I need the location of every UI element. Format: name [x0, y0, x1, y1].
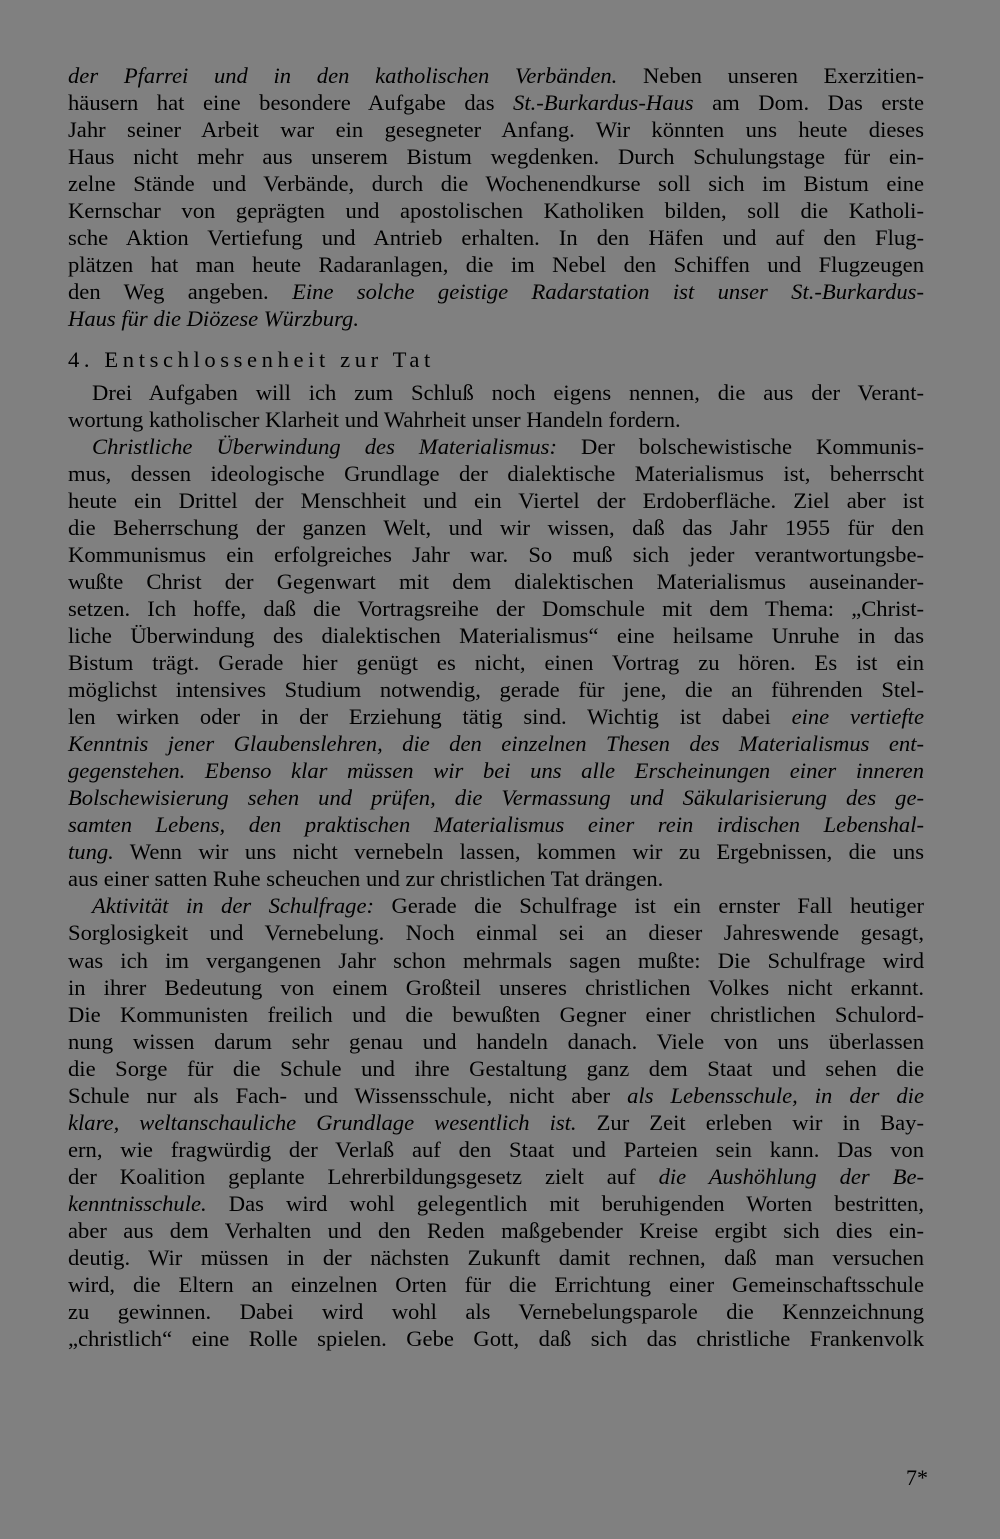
- text-line: [68, 305, 924, 332]
- text-line: [68, 1298, 924, 1325]
- text-segment: Haus nicht mehr aus unserem Bistum wegdenken. Durch Schulungstage für ein-: [68, 144, 924, 170]
- text-line: [68, 487, 924, 514]
- text-segment: zelne Stände und Verbände, durch die Wochenendkurse soll sich im Bistum eine: [68, 171, 924, 197]
- text-line: [68, 865, 924, 892]
- text-segment: Zur Zeit erleben wir in Bay-: [576, 1109, 924, 1135]
- text-segment: Jahr seiner Arbeit war ein gesegneter Anfang. Wir könnten uns heute dieses: [68, 117, 924, 143]
- text-line: [68, 1244, 924, 1271]
- text-line: [68, 649, 924, 676]
- text-line: [68, 1136, 924, 1163]
- italic-segment: Haus für die Diözese Würzburg.: [68, 306, 359, 332]
- text-line: [68, 514, 924, 541]
- italic-segment: klare, weltanschauliche Grundlage wesentlich ist.: [68, 1109, 577, 1135]
- italic-segment: die Aushöhlung der Be-: [658, 1163, 925, 1189]
- text-line: [68, 460, 924, 487]
- text-segment: Neben unseren Exerzitien-: [617, 63, 924, 88]
- text-segment: der Koalition geplante Lehrerbildungsgesetz zielt auf: [68, 1163, 659, 1189]
- text-segment: Bistum trägt. Gerade hier genügt es nicht, einen Vortrag zu hören. Es ist ein: [68, 649, 924, 675]
- text-segment: Kernschar von geprägten und apostolischen Katholiken bilden, soll die Katholi-: [68, 198, 924, 224]
- text-line: [68, 433, 924, 460]
- text-segment: nung wissen darum sehr genau und handeln danach. Viele von uns überlassen: [68, 1028, 924, 1054]
- section-body: [68, 379, 924, 1353]
- text-line: [68, 1325, 924, 1352]
- text-line: [68, 1163, 924, 1190]
- text-line: [68, 143, 924, 170]
- page-body: [68, 62, 924, 1352]
- text-segment: möglichst intensives Studium notwendig, gerade für jene, die an führenden Stel-: [68, 677, 924, 703]
- text-segment: aus einer satten Ruhe scheuchen und zur christlichen Tat drängen.: [68, 866, 664, 892]
- text-line: [68, 784, 924, 811]
- text-line: [68, 224, 924, 251]
- text-segment: mus, dessen ideologische Grundlage der dialektische Materialismus ist, beherrscht: [68, 460, 924, 486]
- text-line: [68, 811, 924, 838]
- text-segment: plätzen hat man heute Radaranlagen, die im Nebel den Schiffen und Flugzeugen: [68, 252, 924, 278]
- text-segment: wußte Christ der Gegenwart mit dem dialektischen Materialismus auseinander-: [68, 568, 924, 594]
- text-segment: Drei Aufgaben will ich zum Schluß noch eigens nennen, die aus der Verant-: [92, 379, 924, 405]
- text-line: [68, 1082, 924, 1109]
- text-line: [68, 947, 924, 974]
- text-line: [68, 595, 924, 622]
- text-segment: setzen. Ich hoffe, daß die Vortragsreihe der Domschule mit dem Thema: „Christ-: [68, 595, 924, 621]
- text-line: [68, 197, 924, 224]
- text-line: [68, 676, 924, 703]
- text-line: [68, 1055, 924, 1082]
- text-segment: heute ein Drittel der Menschheit und ein Viertel der Erdoberfläche. Ziel aber ist: [68, 487, 924, 513]
- italic-segment: eine vertiefte: [791, 704, 924, 730]
- text-line: [68, 838, 924, 865]
- text-line: [68, 1001, 924, 1028]
- text-line: [68, 116, 924, 143]
- text-line: [68, 622, 924, 649]
- text-segment: die Sorge für die Schule und ihre Gestaltung ganz dem Staat und sehen die: [68, 1055, 924, 1081]
- italic-segment: Eine solche geistige Radarstation ist unser St.-Burkardus-: [292, 279, 925, 305]
- text-segment: Das wird wohl gelegentlich mit beruhigenden Worten bestritten,: [206, 1190, 924, 1216]
- text-segment: aber aus dem Verhalten und den Reden maßgebender Kreise ergibt sich dies ein-: [68, 1217, 924, 1243]
- text-line: [68, 170, 924, 197]
- text-line: [68, 568, 924, 595]
- italic-segment: Christliche Überwindung des Materialismus:: [92, 433, 557, 459]
- text-line: [68, 974, 924, 1001]
- text-line: [68, 757, 924, 784]
- text-line: [68, 1271, 924, 1298]
- text-line: [68, 703, 924, 730]
- text-segment: Schule nur als Fach- und Wissensschule, nicht aber: [68, 1082, 628, 1108]
- text-segment: was ich im vergangenen Jahr schon mehrmals sagen mußte: Die Schulfrage wird: [68, 947, 924, 973]
- text-segment: len wirken oder in der Erziehung tätig sind. Wichtig ist dabei: [68, 704, 792, 730]
- text-segment: Wenn wir uns nicht vernebeln lassen, kommen wir zu Ergebnissen, die uns: [113, 839, 924, 865]
- paragraph-burkardus-haus: [68, 62, 924, 332]
- text-segment: „christlich“ eine Rolle spielen. Gebe Gott, daß sich das christliche Frankenvolk: [68, 1326, 924, 1352]
- text-segment: wortung katholischer Klarheit und Wahrheit unser Handeln fordern.: [68, 406, 681, 432]
- italic-segment: Bolschewisierung sehen und prüfen, die Vermassung und Säkularisierung des ge-: [68, 785, 924, 811]
- italic-segment: Aktivität in der Schulfrage:: [92, 893, 375, 919]
- text-segment: sche Aktion Vertiefung und Antrieb erhalten. In den Häfen und auf den Flug-: [68, 225, 924, 251]
- italic-segment: kenntnisschule.: [68, 1190, 207, 1216]
- text-segment: Der bolschewistische Kommunis-: [556, 433, 924, 459]
- italic-segment: Kenntnis jener Glaubenslehren, die den einzelnen Thesen des Materialismus ent-: [68, 731, 924, 757]
- text-segment: die Beherrschung der ganzen Welt, und wir wissen, daß das Jahr 1955 für den: [68, 514, 924, 540]
- text-segment: den Weg angeben.: [68, 279, 293, 305]
- page-number: 7*: [906, 1465, 928, 1490]
- text-line: [68, 1028, 924, 1055]
- text-line: [68, 251, 924, 278]
- italic-segment: der Pfarrei und in den katholischen Verbänden.: [68, 63, 618, 88]
- text-line: [68, 541, 924, 568]
- italic-segment: tung.: [68, 839, 114, 865]
- text-line: [68, 1217, 924, 1244]
- italic-segment: samten Lebens, den praktischen Materialismus einer rein irdischen Lebenshal-: [68, 812, 924, 838]
- text-segment: zu gewinnen. Dabei wird wohl als Vernebelungsparole die Kennzeichnung: [68, 1299, 924, 1325]
- italic-segment: als Lebensschule, in der die: [627, 1082, 924, 1108]
- text-segment: liche Überwindung des dialektischen Materialismus“ eine heilsame Unruhe in das: [68, 622, 924, 648]
- text-segment: ern, wie fragwürdig der Verlaß auf den Staat und Parteien sein kann. Das von: [68, 1136, 924, 1162]
- section-heading: 4. Entschlossenheit zur Tat: [68, 347, 435, 373]
- text-line: [68, 1109, 924, 1136]
- text-segment: Sorglosigkeit und Vernebelung. Noch einmal sei an dieser Jahreswende gesagt,: [68, 920, 924, 946]
- text-line: [68, 406, 924, 433]
- text-segment: deutig. Wir müssen in der nächsten Zukunft damit rechnen, daß man versuchen: [68, 1245, 924, 1271]
- text-segment: Kommunismus ein erfolgreiches Jahr war. So muß sich jeder verantwortungsbe-: [68, 541, 924, 567]
- text-segment: wird, die Eltern an einzelnen Orten für die Errichtung einer Gemeinschaftsschule: [68, 1272, 924, 1298]
- text-segment: Gerade die Schulfrage ist ein ernster Fall heutiger: [374, 893, 924, 919]
- text-line: [68, 892, 924, 919]
- text-line: [68, 62, 924, 89]
- text-line: [68, 919, 924, 946]
- text-line: [68, 89, 924, 116]
- italic-segment: gegenstehen. Ebenso klar müssen wir bei uns alle Erscheinungen einer inneren: [68, 758, 924, 784]
- text-line: [68, 379, 924, 406]
- text-line: [68, 1190, 924, 1217]
- text-segment: Die Kommunisten freilich und die bewußten Gegner einer christlichen Schulord-: [68, 1001, 924, 1027]
- text-segment: am Dom. Das erste: [693, 90, 924, 116]
- text-segment: in ihrer Bedeutung von einem Großteil unseres christlichen Volkes nicht erkannt.: [68, 974, 924, 1000]
- italic-segment: St.-Burkardus-Haus: [513, 90, 694, 116]
- text-line: [68, 278, 924, 305]
- text-segment: häusern hat eine besondere Aufgabe das: [68, 90, 514, 116]
- text-line: [68, 730, 924, 757]
